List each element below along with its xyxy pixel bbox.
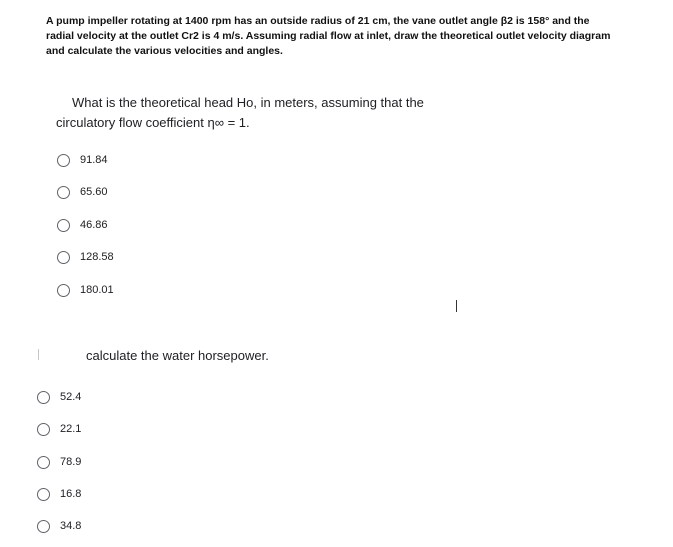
radio-button[interactable]	[37, 391, 50, 404]
radio-button[interactable]	[57, 284, 70, 297]
option-label: 22.1	[60, 423, 82, 435]
question-1-line-2: circulatory flow coefficient η∞ = 1.	[56, 115, 250, 130]
question-2-option-3[interactable]	[37, 452, 81, 472]
radio-button[interactable]	[37, 488, 50, 501]
faint-divider-mark	[38, 349, 39, 360]
option-label: 128.58	[80, 251, 114, 263]
question-1-option-1[interactable]	[57, 150, 108, 170]
radio-button[interactable]	[57, 219, 70, 232]
problem-statement: A pump impeller rotating at 1400 rpm has an outside radius of 21 cm, the vane outlet angle β2 is 158° and the radial velocity at the outlet Cr2 is 4 m/s. Assuming radial flow at inlet, draw the theoretical outlet velocity diagram and calculate the various velocities and angles.	[46, 15, 611, 57]
question-2-option-1[interactable]	[37, 387, 81, 407]
question-2-option-4[interactable]	[37, 484, 81, 504]
question-1-line-1: What is the theoretical head Ho, in meters, assuming that the	[72, 95, 424, 110]
radio-button[interactable]	[57, 186, 70, 199]
option-label: 52.4	[60, 391, 82, 403]
radio-button[interactable]	[37, 520, 50, 533]
question-1-option-3[interactable]	[57, 215, 108, 235]
radio-button[interactable]	[37, 423, 50, 436]
question-2-option-2[interactable]	[37, 419, 81, 439]
question-2-text: calculate the water horsepower.	[86, 348, 269, 363]
option-label: 180.01	[80, 284, 114, 296]
question-2-option-5[interactable]	[37, 516, 81, 536]
text-cursor-mark	[456, 300, 457, 312]
option-label: 65.60	[80, 186, 108, 198]
radio-button[interactable]	[57, 154, 70, 167]
option-label: 16.8	[60, 488, 82, 500]
radio-button[interactable]	[57, 251, 70, 264]
question-1-option-2[interactable]	[57, 182, 108, 202]
radio-button[interactable]	[37, 456, 50, 469]
option-label: 46.86	[80, 219, 108, 231]
question-1-option-5[interactable]	[57, 280, 114, 300]
option-label: 34.8	[60, 520, 82, 532]
option-label: 78.9	[60, 456, 82, 468]
option-label: 91.84	[80, 154, 108, 166]
question-1-option-4[interactable]	[57, 247, 114, 267]
question-1-text	[56, 93, 456, 133]
